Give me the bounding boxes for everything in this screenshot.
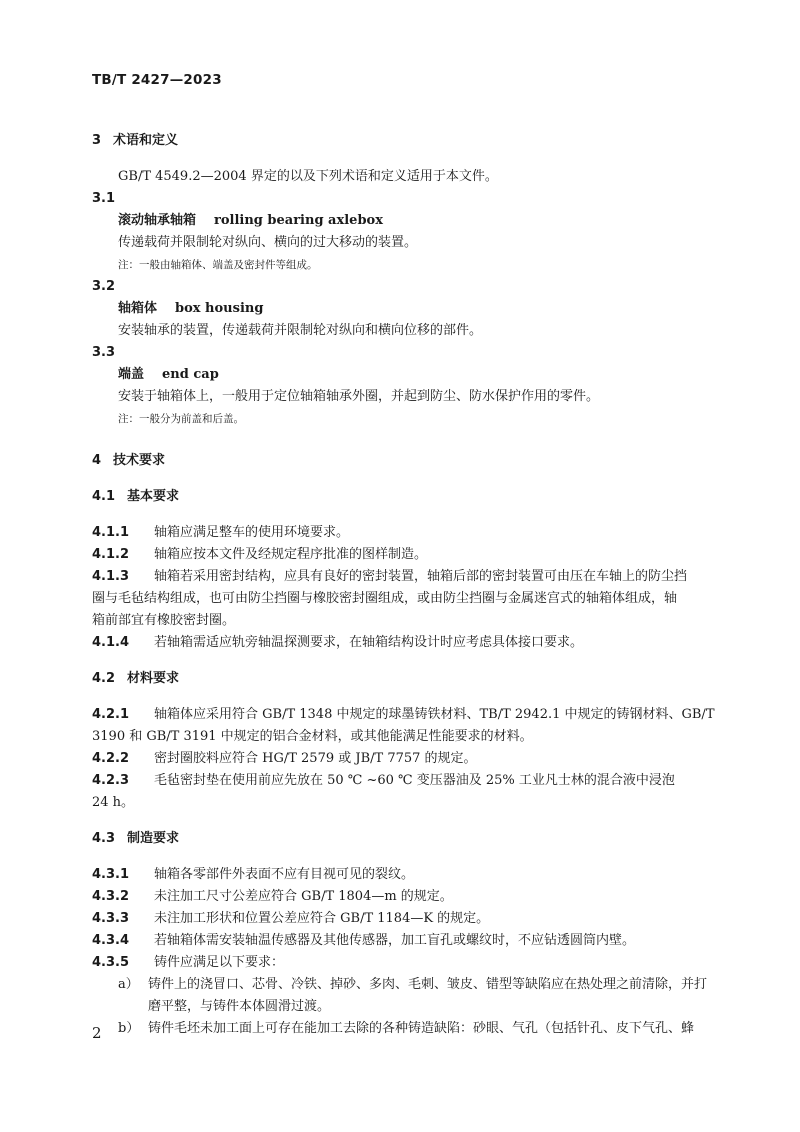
clause-number: 4.3.4 [92,933,130,948]
clause-text: 轴箱应满足整车的使用环境要求。 [154,525,350,540]
clause-number: 4.3.2 [92,889,130,904]
subsection-number: 4.2 [92,671,116,686]
clause-4-1-3 [92,566,712,632]
clause-4-1-4 [92,632,712,654]
clause-4-2-3 [92,770,712,814]
clause-text-line: 3190 和 GB/T 3191 中规定的铝合金材料，或其他能满足性能要求的材料。 [92,729,533,744]
clause-number: 4.3.1 [92,867,130,882]
clause-4-3-4 [92,930,712,952]
clause-4-3-1 [92,864,712,886]
term-name [92,298,712,320]
clause-text-line: 箱前部宜有橡胶密封圈。 [92,613,236,628]
clause-text: 密封圈胶料应符合 HG/T 2579 或 JB/T 7757 的规定。 [154,751,477,766]
clause-text-line: 轴箱体应采用符合 GB/T 1348 中规定的球墨铸铁材料、TB/T 2942.1 中规定的铸钢材料、GB/T [154,707,715,722]
subsection-heading-4-3 [92,828,712,850]
clause-4-2-2 [92,748,712,770]
term-name [92,364,712,386]
clause-4-1-1 [92,522,712,544]
section-title: 术语和定义 [113,133,179,148]
clause-4-1-2 [92,544,712,566]
clause-text: 未注加工尺寸公差应符合 GB/T 1804—m 的规定。 [154,889,453,904]
list-text-line: 铸件毛坯未加工面上可存在能加工去除的各种铸造缺陷：砂眼、气孔（包括针孔、皮下气孔、蜂 [148,1021,695,1036]
clause-text: 未注加工形状和位置公差应符合 GB/T 1184—K 的规定。 [154,911,490,926]
page-number: 2 [92,1024,102,1042]
clause-text: 轴箱应按本文件及经规定程序批准的图样制造。 [154,547,428,562]
term-number: 3.2 [92,279,116,294]
subsection-title: 制造要求 [127,831,180,846]
clause-number: 4.1.3 [92,569,130,584]
subsection-number: 4.1 [92,489,116,504]
term-name-cn: 滚动轴承轴箱 [118,213,197,228]
subsection-heading-4-1 [92,486,712,508]
list-text-line: 铸件上的浇冒口、芯骨、冷铁、掉砂、多肉、毛刺、皱皮、错型等缺陷应在热处理之前清除，并打 [148,977,708,992]
list-text-line: 磨平整，与铸件本体圆滑过渡。 [148,999,331,1014]
clause-text-line: 24 h。 [92,795,135,810]
clause-text-line: 毛毡密封垫在使用前应先放在 50 ℃ ~60 ℃ 变压器油及 25% 工业凡士林的混合液中浸泡 [154,773,675,788]
section-number: 4 [92,453,102,468]
page-content [92,130,715,1040]
clause-text-line: 圈与毛毡结构组成，也可由防尘挡圈与橡胶密封圈组成，或由防尘挡圈与金属迷宫式的轴箱体组成，轴 [92,591,678,606]
clause-text: 轴箱各零部件外表面不应有目视可见的裂纹。 [154,867,415,882]
term-definition: 安装于轴箱体上，一般用于定位轴箱轴承外圈，并起到防尘、防水保护作用的零件。 [118,389,600,404]
section-title: 技术要求 [113,453,166,468]
term-note: 注：一般由轴箱体、端盖及密封件等组成。 [118,259,318,271]
list-marker: a） [118,977,139,992]
clause-number: 4.1.4 [92,635,130,650]
list-marker: b） [118,1021,140,1036]
term-name-en: end cap [162,367,219,382]
clause-number: 4.1.1 [92,525,130,540]
clause-4-2-1 [92,704,715,748]
document-code: TB/T 2427—2023 [92,72,222,88]
term-name [92,210,712,232]
clause-number: 4.1.2 [92,547,130,562]
list-item-a [92,974,712,1018]
term-name-en: rolling bearing axlebox [214,213,383,228]
clause-number: 4.3.5 [92,955,130,970]
clause-text: 若轴箱体需安装轴温传感器及其他传感器，加工盲孔或螺纹时，不应钻透圆筒内壁。 [154,933,636,948]
clause-number: 4.3.3 [92,911,130,926]
term-name-cn: 端盖 [118,367,145,382]
clause-number: 4.2.1 [92,707,130,722]
term-definition: 安装轴承的装置，传递载荷并限制轮对纵向和横向位移的部件。 [118,323,483,338]
section-number: 3 [92,133,102,148]
section-intro: GB/T 4549.2—2004 界定的以及下列术语和定义适用于本文件。 [118,169,498,184]
subsection-title: 材料要求 [127,671,180,686]
clause-number: 4.2.2 [92,751,130,766]
term-number: 3.1 [92,191,116,206]
clause-4-3-5 [92,952,712,974]
term-number: 3.3 [92,345,116,360]
clause-text: 铸件应满足以下要求： [154,955,285,970]
subsection-heading-4-2 [92,668,712,690]
section-heading-3 [92,130,712,152]
term-name-cn: 轴箱体 [118,301,158,316]
clause-4-3-3 [92,908,712,930]
clause-text-line: 轴箱若采用密封结构，应具有良好的密封装置，轴箱后部的密封装置可由压在车轴上的防尘挡 [154,569,688,584]
term-definition: 传递载荷并限制轮对纵向、横向的过大移动的装置。 [118,235,418,250]
subsection-number: 4.3 [92,831,116,846]
term-name-en: box housing [175,301,264,316]
clause-4-3-2 [92,886,712,908]
list-item-b [92,1018,712,1040]
term-note: 注：一般分为前盖和后盖。 [118,413,244,425]
section-heading-4 [92,450,712,472]
clause-number: 4.2.3 [92,773,130,788]
subsection-title: 基本要求 [127,489,180,504]
clause-text: 若轴箱需适应轨旁轴温探测要求，在轴箱结构设计时应考虑具体接口要求。 [154,635,584,650]
